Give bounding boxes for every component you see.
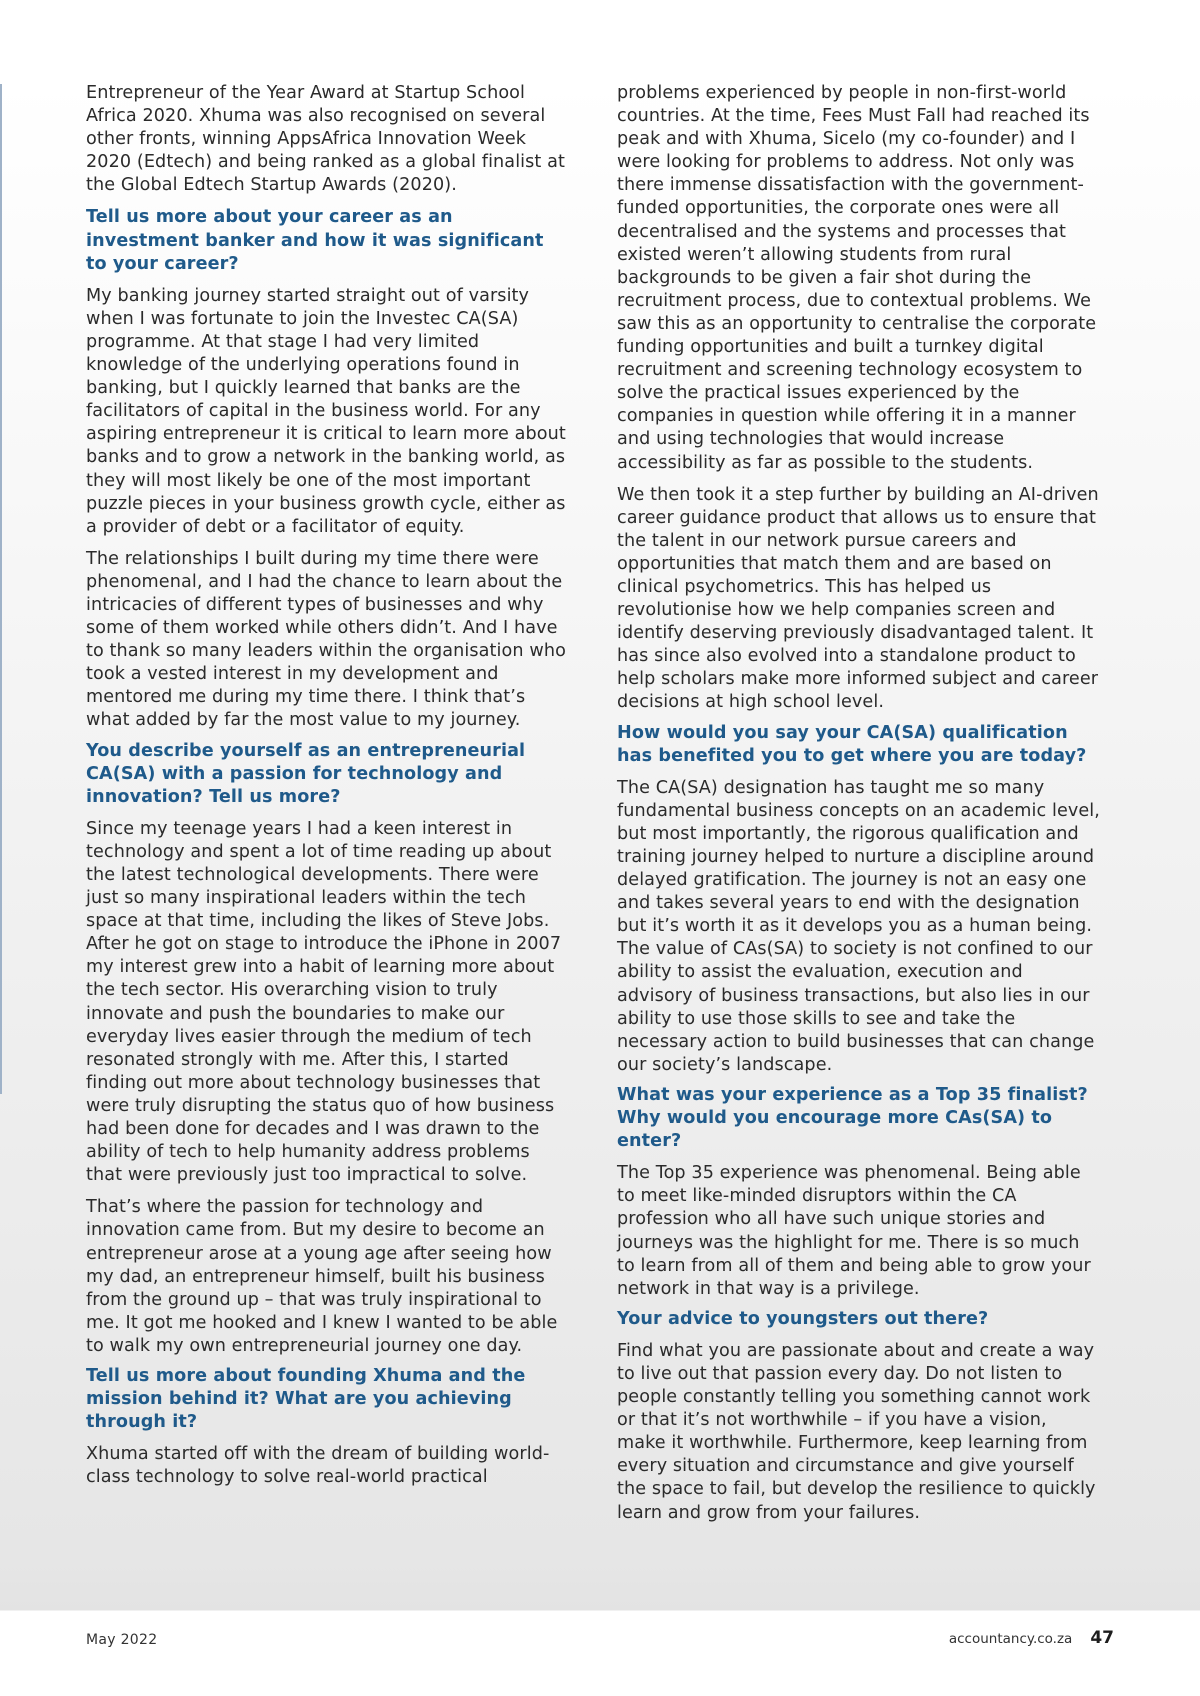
question-investment-banker: Tell us more about your career as an investment banker and how it was significant to your career?: [86, 207, 544, 274]
ca-qualification-paragraph: The CA(SA) designation has taught me so many fundamental business concepts on an academic level, but most importantly, the rigorous qualification and training journey helped to nurture a discipline around delayed gratification. The journey is not an easy one and takes several years to end with the designation but it’s worth it as it develops you as a human being. The value of CAs(SA) to society is not confined to our ability to assist the evaluation, execution and advisory of business transactions, but also lies in our ability to use those skills to see and take the necessary action to build businesses that can change our society’s landscape.: [617, 777, 1100, 1075]
left-margin-rule: [0, 84, 2, 1094]
footer-date: May 2022: [86, 1632, 158, 1648]
xhuma-paragraph-2: We then took it a step further by building an AI-driven career guidance product that allows us to ensure that the talent in our network pursue careers and opportunities that match them and are based on clinical psychometrics. This has helped us revolutionise how we help companies screen and identify deserving previously disadvantaged talent. It has since also evolved into a standalone product to help scholars make more informed subject and career decisions at high school level.: [617, 484, 1099, 713]
question-advice: Your advice to youngsters out there?: [617, 1308, 989, 1329]
tech-paragraph-2: That’s where the passion for technology and innovation came from. But my desire to become an entrepreneur arose at a young age after seeing how my dad, an entrepreneur himself, built his business from the ground up – that was truly inspirational to me. It got me hooked and I knew I wanted to be able to walk my own entrepreneurial journey one day.: [86, 1197, 558, 1356]
question-founding-xhuma: Tell us more about founding Xhuma and the mission behind it? What are you achieving through it?: [86, 1365, 526, 1433]
xhuma-paragraph-continued: problems experienced by people in non-first-world countries. At the time, Fees Must Fall had reached its peak and with Xhuma, Sicelo (my co-founder) and I were looking for problems to address. Not only was there immense dissatisfaction with the government-funded opportunities, the corporate ones were all decentralised and the systems and processes that existed weren’t allowing students from rural backgrounds to be given a fair shot during the recruitment process, due to contextual problems. We saw this as an opportunity to centralise the corporate funding opportunities and built a turnkey digital recruitment and screening technology ecosystem to solve the practical issues experienced by the companies in question while offering it in a manner and using technologies that would increase accessibility as far as possible to the students.: [617, 83, 1097, 473]
tech-paragraph-1: Since my teenage years I had a keen interest in technology and spent a lot of time reading up about the latest technological developments. There were just so many inspirational leaders within the tech space at that time, including the likes of Steve Jobs. After he got on stage to introduce the iPhone in 2007 my interest grew into a habit of learning more about the tech sector. His overarching vision to truly innovate and push the boundaries to make our everyday lives easier through the medium of tech resonated strongly with me. After this, I started finding out more about technology businesses that were truly disrupting the status quo of how business had been done for decades and I was drawn to the ability of tech to help humanity address problems that were previously just too impractical to solve.: [86, 818, 562, 1186]
intro-paragraph: Entrepreneur of the Year Award at Startup School Africa 2020. Xhuma was also recognised on several other fronts, winning AppsAfrica Innovation Week 2020 (Edtech) and being ranked as a global finalist at the Global Edtech Startup Awards (2020).: [86, 83, 566, 196]
right-column: [617, 82, 1101, 1534]
left-column: [86, 82, 570, 1498]
footer-right: [949, 1628, 1114, 1648]
xhuma-paragraph-1: Xhuma started off with the dream of building world-class technology to solve real-world practical: [86, 1444, 550, 1488]
footer-website: accountancy.co.za: [948, 1631, 1073, 1647]
question-top-35: What was your experience as a Top 35 finalist? Why would you encourage more CAs(SA) to enter?: [617, 1084, 1088, 1152]
page-number: 47: [1090, 1628, 1114, 1648]
question-entrepreneurial-ca: You describe yourself as an entrepreneurial CA(SA) with a passion for technology and innovation? Tell us more?: [86, 740, 526, 807]
top-35-paragraph: The Top 35 experience was phenomenal. Being able to meet like-minded disruptors within the CA profession who all have such unique stories and journeys was the highlight for me. There is so much to learn from all of them and being able to grow your network in that way is a privilege.: [617, 1163, 1091, 1299]
advice-paragraph: Find what you are passionate about and create a way to live out that passion every day. Do not listen to people constantly telling you something cannot work or that it’s not worthwhile – if you have a vision, make it worthwhile. Furthermore, keep learning from every situation and circumstance and give yourself the space to fail, but develop the resilience to quickly learn and grow from your failures.: [617, 1340, 1096, 1523]
banking-paragraph-2: The relationships I built during my time there were phenomenal, and I had the chance to learn about the intricacies of different types of businesses and why some of them worked while others didn’t. And I have to thank so many leaders within the organisation who took a vested interest in my development and mentored me during my time there. I think that’s what added by far the most value to my journey.: [86, 548, 566, 731]
question-ca-qualification: How would you say your CA(SA) qualification has benefited you to get where you are today?: [617, 722, 1087, 766]
banking-paragraph-1: My banking journey started straight out of varsity when I was fortunate to join the Investec CA(SA) programme. At that stage I had very limited knowledge of the underlying operations found in banking, but I quickly learned that banks are the facilitators of capital in the business world. For any aspiring entrepreneur it is critical to learn more about banks and to grow a network in the banking world, as they will most likely be one of the most important puzzle pieces in your business growth cycle, either as a provider of debt or a facilitator of equity.: [86, 285, 566, 537]
